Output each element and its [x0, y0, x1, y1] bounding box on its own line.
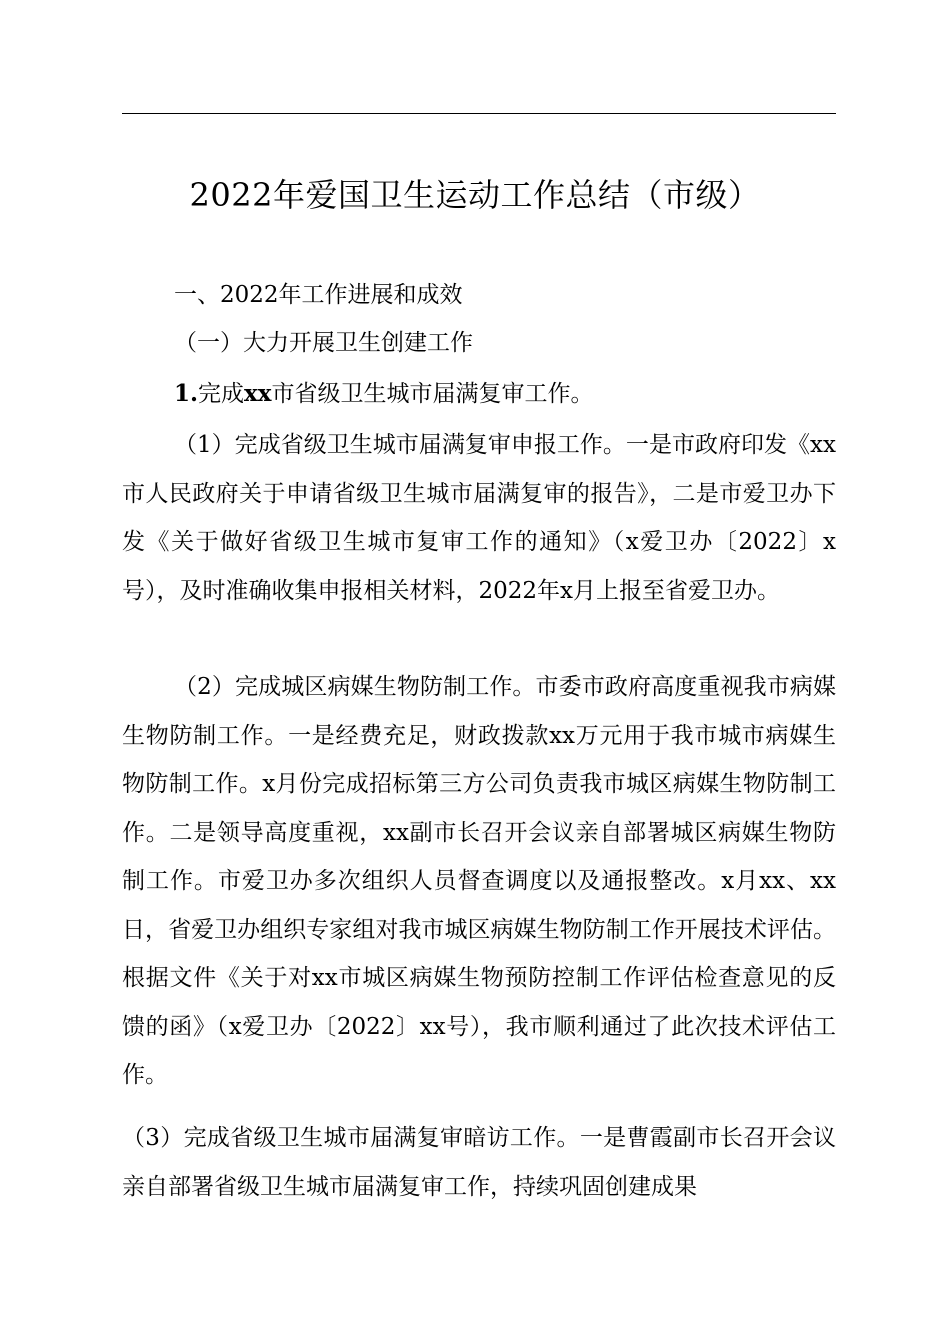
paragraph-3: （3）完成省级卫生城市届满复审暗访工作。一是曹霞副市长召开会议亲自部署省级卫生城市届满复审工作，持续巩固创建成果 [122, 1125, 836, 1200]
subsection-heading: （一）大力开展卫生创建工作 [174, 330, 473, 356]
section-heading: 一、2022年工作进展和成效 [174, 282, 463, 308]
paragraph-2: （2）完成城区病媒生物防制工作。市委市政府高度重视我市病媒生物防制工作。一是经费充足，财政拨款xx万元用于我市城市病媒生物防制工作。x月份完成招标第三方公司负责我市城区病媒生物防制工作。二是领导高度重视，xx副市长召开会议亲自部署城区病媒生物防制工作。市爱卫办多次组织人员督查调度以及通报整改。x月xx、xx日，省爱卫办组织专家组对我市城区病媒生物防制工作开展技术评估。根据文件《关于对xx市城区病媒生物预防控制工作评估检查意见的反馈的函》（x爱卫办〔2022〕xx号），我市顺利通过了此次技术评估工作。 [122, 674, 836, 1088]
item-text-b: 市省级卫生城市届满复审工作。 [271, 381, 594, 407]
document-title: 2022年爱国卫生运动工作总结（市级） [189, 176, 761, 214]
item-heading [174, 377, 593, 411]
item-bold-name: xx [244, 380, 272, 407]
item-text-a: 完成 [198, 381, 245, 407]
header-rule [122, 113, 836, 114]
paragraph-1: （1）完成省级卫生城市届满复审申报工作。一是市政府印发《xx市人民政府关于申请省级卫生城市届满复审的报告》，二是市爱卫办下发《关于做好省级卫生城市复审工作的通知》（x爱卫办〔2022〕x号），及时准确收集申报相关材料，2022年x月上报至省爱卫办。 [122, 432, 836, 604]
item-number: 1. [174, 380, 199, 407]
